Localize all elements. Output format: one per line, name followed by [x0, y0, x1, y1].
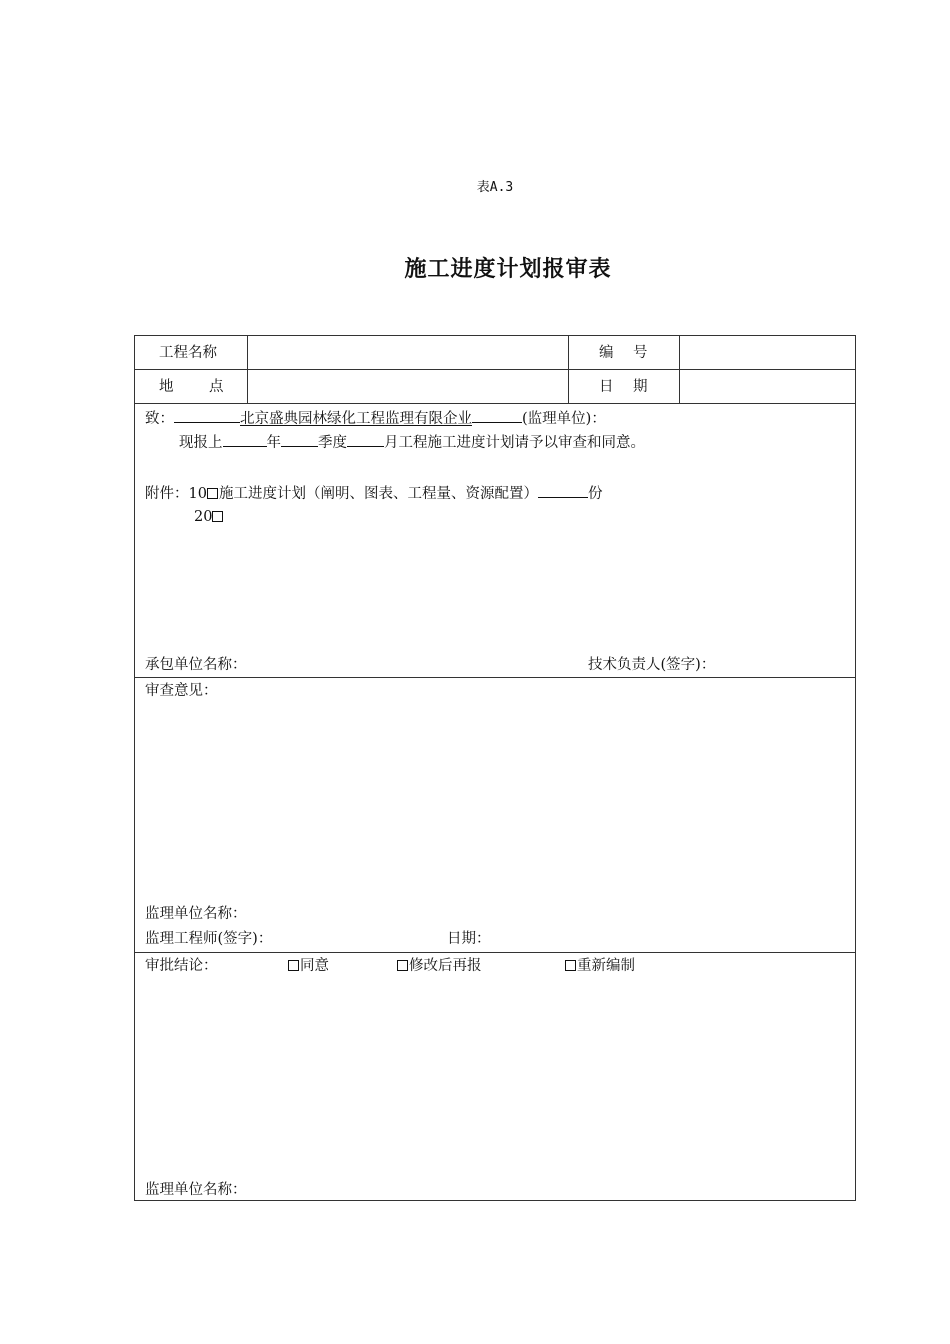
review-opinion-label: 审查意见：: [145, 683, 218, 699]
approval-form: [134, 335, 856, 1201]
supervisor-name: 北京盛典园林绿化工程监理有限企业: [240, 411, 472, 427]
copies-blank[interactable]: [538, 483, 588, 498]
attachment-line-2: [194, 508, 224, 526]
addressee-line: [145, 408, 606, 428]
review-date-label: 日期：: [447, 931, 491, 947]
checkbox-icon[interactable]: [212, 511, 223, 522]
month-text: 月工程施工进度计划请予以审查和同意。: [384, 435, 645, 451]
location-label-char1: 地: [159, 379, 174, 395]
attachment-line: [145, 483, 602, 503]
quarter-label: 季度: [318, 435, 347, 451]
row-divider: [135, 369, 855, 370]
approval-conclusion-label: 审批结论：: [145, 958, 218, 974]
column-divider: [568, 336, 569, 403]
number-label-char1: 编: [599, 345, 614, 361]
row-divider: [135, 403, 855, 404]
table-number: 表A.3: [476, 180, 514, 195]
row-divider: [135, 952, 855, 953]
location-label-char2: 点: [209, 379, 224, 395]
attachment-prefix: 附件：10: [145, 486, 207, 502]
blank-underline: [174, 408, 240, 423]
quarter-blank[interactable]: [281, 432, 318, 447]
option-agree-label: 同意: [300, 958, 329, 974]
option-agree[interactable]: [288, 957, 329, 975]
year-label: 年: [266, 435, 281, 451]
column-divider: [679, 336, 680, 403]
number-label-char2: 号: [633, 345, 648, 361]
supervisor-unit-label: 监理单位名称：: [145, 906, 247, 922]
attachment-unit: 份: [587, 486, 603, 502]
to-suffix: (监理单位)：: [522, 411, 606, 427]
checkbox-icon[interactable]: [207, 488, 218, 499]
checkbox-icon[interactable]: [565, 960, 576, 971]
to-prefix: 致：: [145, 411, 174, 427]
option-redo-label: 重新编制: [577, 958, 635, 974]
column-divider: [247, 336, 248, 403]
document-title: 施工进度计划报审表: [404, 257, 612, 282]
tech-lead-label: 技术负责人(签字)：: [588, 657, 716, 673]
engineer-signature-label: 监理工程师(签字)：: [145, 931, 273, 947]
approval-supervisor-unit-label: 监理单位名称：: [145, 1182, 247, 1198]
report-line: [179, 432, 645, 452]
checkbox-icon[interactable]: [397, 960, 408, 971]
contractor-label: 承包单位名称：: [145, 657, 247, 673]
year-blank[interactable]: [223, 432, 267, 447]
blank-underline: [472, 408, 522, 423]
checkbox-icon[interactable]: [288, 960, 299, 971]
option-revise[interactable]: [397, 957, 482, 975]
option-redo[interactable]: [565, 957, 635, 975]
option-revise-label: 修改后再报: [409, 958, 482, 974]
attachment-item2-prefix: 20: [194, 509, 213, 525]
project-name-label: 工程名称: [159, 345, 217, 361]
month-blank[interactable]: [347, 432, 384, 447]
date-label-char1: 日: [599, 379, 614, 395]
date-label-char2: 期: [633, 379, 648, 395]
attachment-item: 施工进度计划（阐明、图表、工程量、资源配置）: [218, 486, 538, 502]
report-prefix: 现报上: [179, 435, 223, 451]
row-divider: [135, 677, 855, 678]
